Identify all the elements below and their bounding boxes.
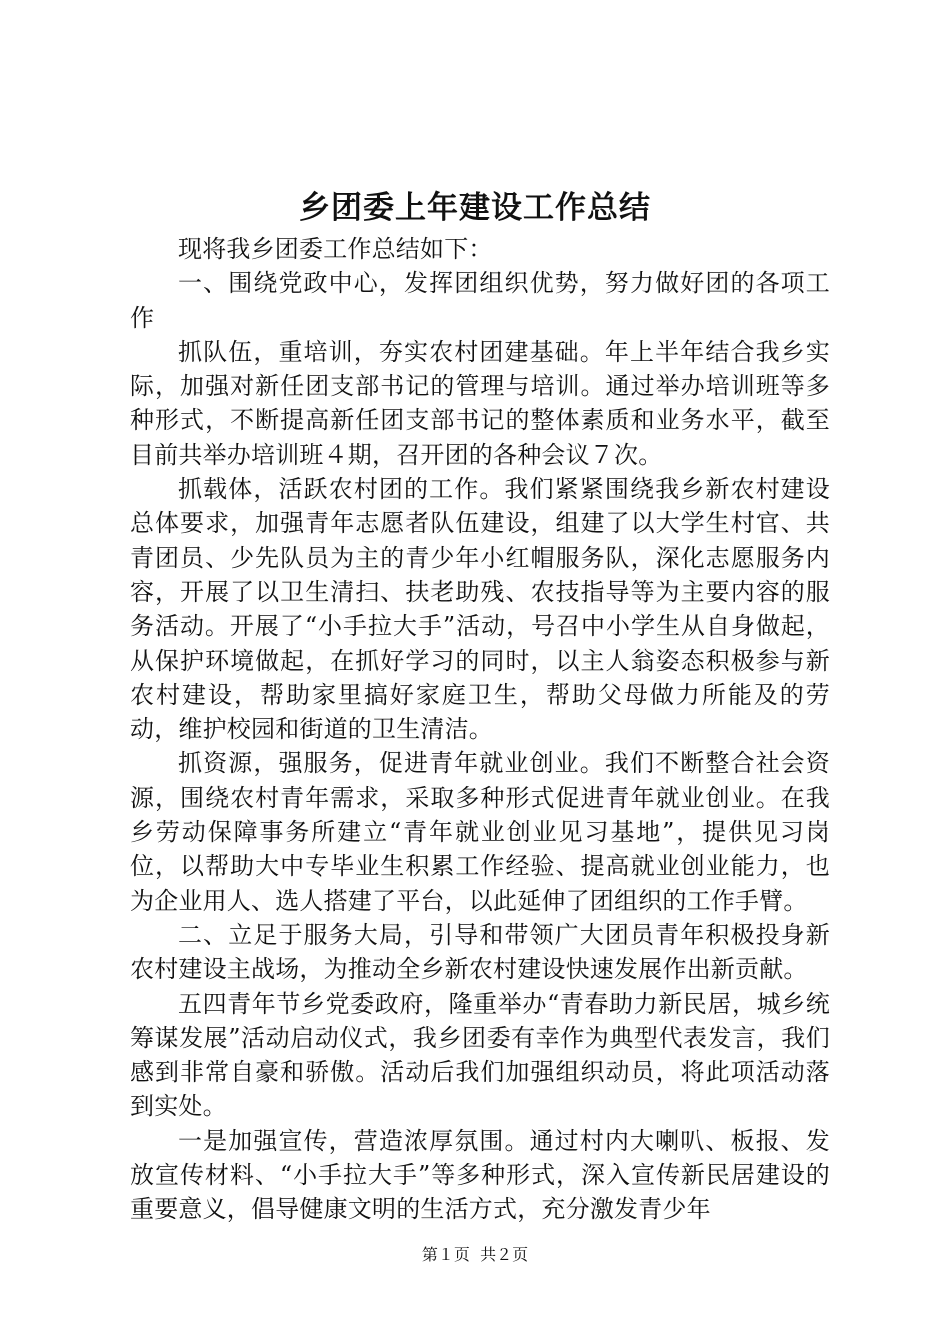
- paragraph-volunteer-activities: 抓载体，活跃农村团的工作。我们紧紧围绕我乡新农村建设总体要求，加强青年志愿者队伍建设，组建了以大学生村官、共青团员、少先队员为主的青少年小红帽服务队，深化志愿服务内容，开展了以卫生清扫、扶老助残、农技指导等为主要内容的服务活动。开展了“小手拉大手”活动，号召中小学生从自身做起，从保护环境做起，在抓好学习的同时，以主人翁姿态积极参与新农村建设，帮助家里搞好家庭卫生，帮助父母做力所能及的劳动，维护校园和街道的卫生清洁。: [130, 475, 830, 744]
- paragraph-employment: 抓资源，强服务，促进青年就业创业。我们不断整合社会资源，围绕农村青年需求，采取多种形式促进青年就业创业。在我乡劳动保障事务所建立“青年就业创业见习基地”，提供见习岗位，以帮助大中专毕业生积累工作经验、提高就业创业能力，也为企业用人、选人搭建了平台，以此延伸了团组织的工作手臂。: [130, 749, 830, 915]
- paragraph-intro: 现将我乡团委工作总结如下：: [178, 235, 493, 263]
- paragraph-section-one-heading: 一、围绕党政中心，发挥团组织优势，努力做好团的各项工作: [130, 269, 830, 332]
- paragraph-youth-day: 五四青年节乡党委政府，隆重举办“青春助力新民居，城乡统筹谋发展”活动启动仪式，我乡团委有幸作为典型代表发言，我们感到非常自豪和骄傲。活动后我们加强组织动员，将此项活动落到实处。: [130, 989, 830, 1121]
- page-footer: [0, 1244, 950, 1266]
- paragraph-team-training: 抓队伍，重培训，夯实农村团建基础。年上半年结合我乡实际，加强对新任团支部书记的管理与培训。通过举办培训班等多种形式，不断提高新任团支部书记的整体素质和业务水平，截至目前共举办培训班４期，召开团的各种会议７次。: [130, 337, 830, 469]
- paragraph-section-two-heading: 二、立足于服务大局，引导和带领广大团员青年积极投身新农村建设主战场，为推动全乡新农村建设快速发展作出新贡献。: [130, 920, 830, 984]
- paragraph-publicity: 一是加强宣传，营造浓厚氛围。通过村内大喇叭、板报、发放宣传材料、“小手拉大手”等多种形式，深入宣传新民居建设的重要意义，倡导健康文明的生活方式，充分激发青少年: [130, 1126, 830, 1224]
- document-body: [130, 232, 830, 1227]
- document-title: 乡团委上年建设工作总结: [299, 190, 651, 226]
- page-number-label: 第１页 共２页: [421, 1245, 529, 1264]
